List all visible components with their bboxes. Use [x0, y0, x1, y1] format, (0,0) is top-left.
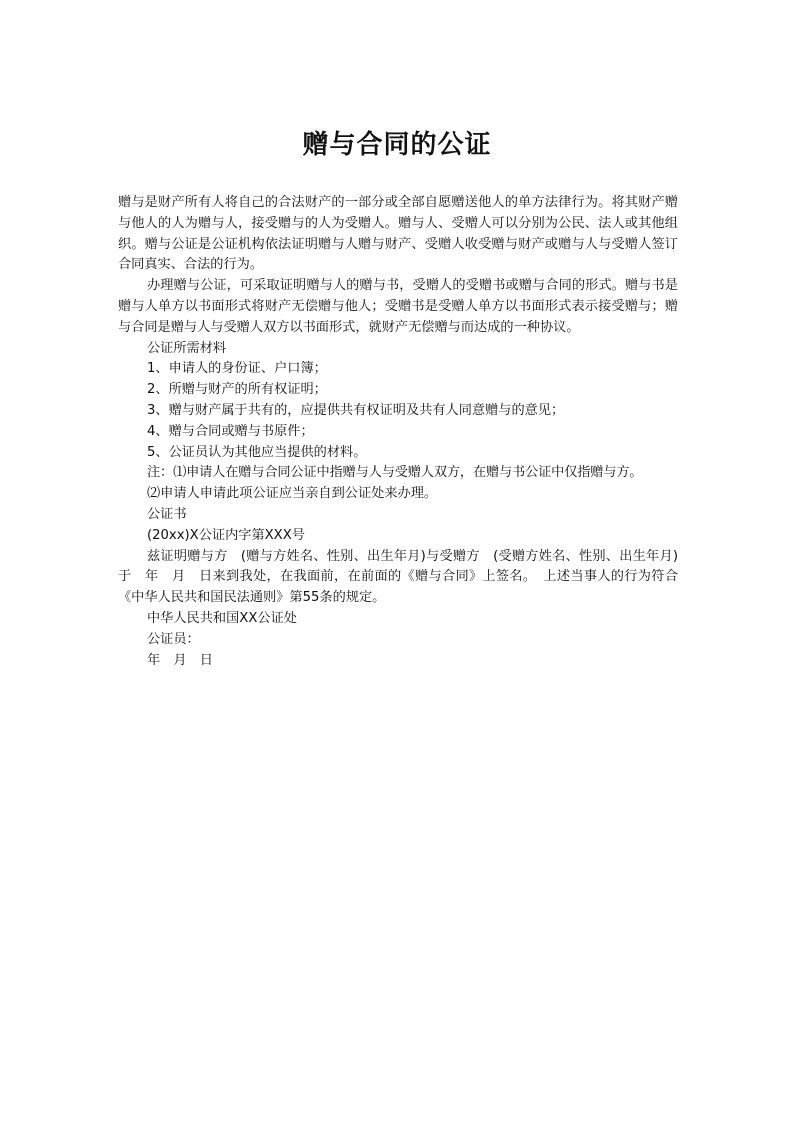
intro-paragraph: 赠与是财产所有人将自己的合法财产的一部分或全部自愿赠送他人的单方法律行为。将其财产赠与他人的人为赠与人，接受赠与的人为受赠人。赠与人、受赠人可以分别为公民、法人或其他组织。赠与公证是公证机构依法证明赠与人赠与财产、受赠人收受赠与财产或赠与人与受赠人签订合同真实、合法的行为。 — [118, 195, 678, 273]
material-item-3: 3、赠与财产属于共有的，应提供共有权证明及共有人同意赠与的意见； — [147, 402, 565, 418]
certificate-body: 兹证明赠与方 (赠与方姓名、性别、出生年月)与受赠方 (受赠方姓名、性别、出生年月)于 年 月 日来到我处，在我面前，在前面的《赠与合同》上签名。 上述当事人的行为符合《中华人民共和国民法通则》第55条的规定。 — [118, 548, 678, 606]
document-title: 赠与合同的公证 — [302, 130, 492, 160]
document-body — [118, 193, 678, 671]
notary-office: 中华人民共和国XX公证处 — [147, 610, 297, 626]
forms-paragraph: 办理赠与公证，可采取证明赠与人的赠与书，受赠人的受赠书或赠与合同的形式。赠与书是赠与人单方以书面形式将财产无偿赠与他人；受赠书是受赠人单方以书面形式表示接受赠与；赠与合同是赠与人与受赠人双方以书面形式，就财产无偿赠与而达成的一种协议。 — [118, 278, 678, 335]
material-item-4: 4、赠与合同或赠与书原件； — [147, 423, 314, 439]
certificate-heading: 公证书 — [147, 506, 187, 522]
materials-heading: 公证所需材料 — [147, 340, 227, 356]
notary-signature-label: 公证员： — [147, 631, 200, 647]
material-item-5: 5、公证员认为其他应当提供的材料。 — [147, 444, 367, 460]
certificate-date: 年 月 日 — [147, 652, 213, 668]
note-line-2: ⑵申请人申请此项公证应当亲自到公证处来办理。 — [147, 486, 438, 502]
certificate-number: (20xx)X公证内字第XXX号 — [147, 527, 305, 543]
material-item-1: 1、申请人的身份证、户口簿； — [147, 361, 327, 377]
note-line-1: 注：⑴申请人在赠与合同公证中指赠与人与受赠人双方，在赠与书公证中仅指赠与方。 — [147, 465, 643, 481]
material-item-2: 2、所赠与财产的所有权证明； — [147, 382, 327, 398]
